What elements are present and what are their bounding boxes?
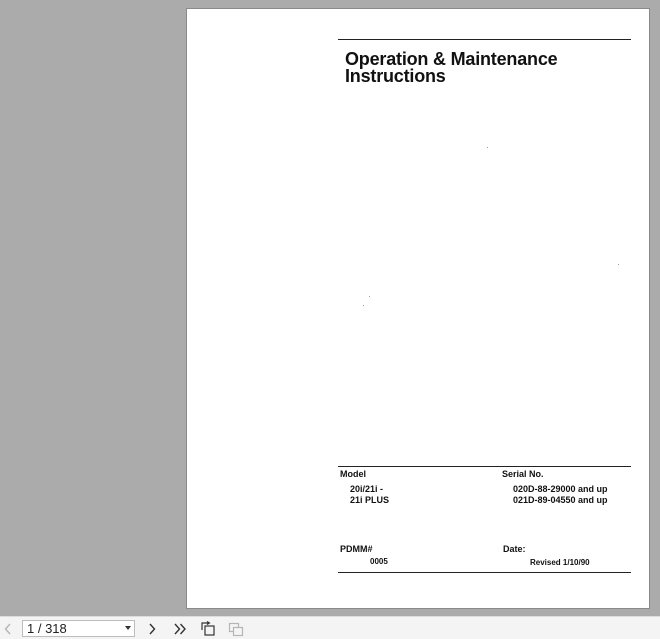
chevron-down-icon — [125, 626, 131, 630]
view-mode-button[interactable] — [226, 619, 246, 638]
view-mode-icon — [228, 621, 244, 637]
last-page-button[interactable] — [171, 619, 189, 638]
document-title — [345, 51, 635, 85]
pdmm-value: 0005 — [370, 557, 388, 566]
chevron-left-icon — [4, 623, 12, 635]
scan-speck — [369, 296, 370, 297]
chevron-right-icon — [148, 623, 156, 635]
previous-page-button[interactable] — [1, 619, 15, 638]
rotate-page-icon — [200, 621, 216, 637]
scan-speck — [487, 147, 488, 148]
page-indicator: 1 / 318 — [27, 621, 67, 636]
viewer-toolbar — [0, 616, 660, 639]
top-rule — [338, 39, 631, 40]
title-line-2: Instructions — [345, 66, 446, 86]
model-value: 20i/21i - 21i PLUS — [350, 484, 390, 505]
document-page[interactable] — [186, 8, 650, 609]
left-gutter — [0, 0, 6, 616]
double-chevron-right-icon — [173, 623, 187, 635]
next-page-button[interactable] — [144, 619, 160, 638]
serial-label: Serial No. — [502, 469, 544, 479]
date-label: Date: — [503, 544, 526, 554]
scan-speck — [618, 264, 619, 265]
page-number-select[interactable] — [22, 620, 135, 637]
scan-speck — [363, 305, 364, 306]
date-value: Revised 1/10/90 — [530, 558, 590, 567]
info-bottom-rule — [338, 572, 631, 573]
rotate-page-button[interactable] — [198, 619, 218, 638]
serial-value: 020D-88-29000 and up 021D-89-04550 and up — [513, 484, 608, 505]
title-line-1: Operation & Maintenance — [345, 49, 558, 69]
info-top-rule — [338, 466, 631, 467]
pdmm-label: PDMM# — [340, 544, 373, 554]
model-label: Model — [340, 469, 366, 479]
